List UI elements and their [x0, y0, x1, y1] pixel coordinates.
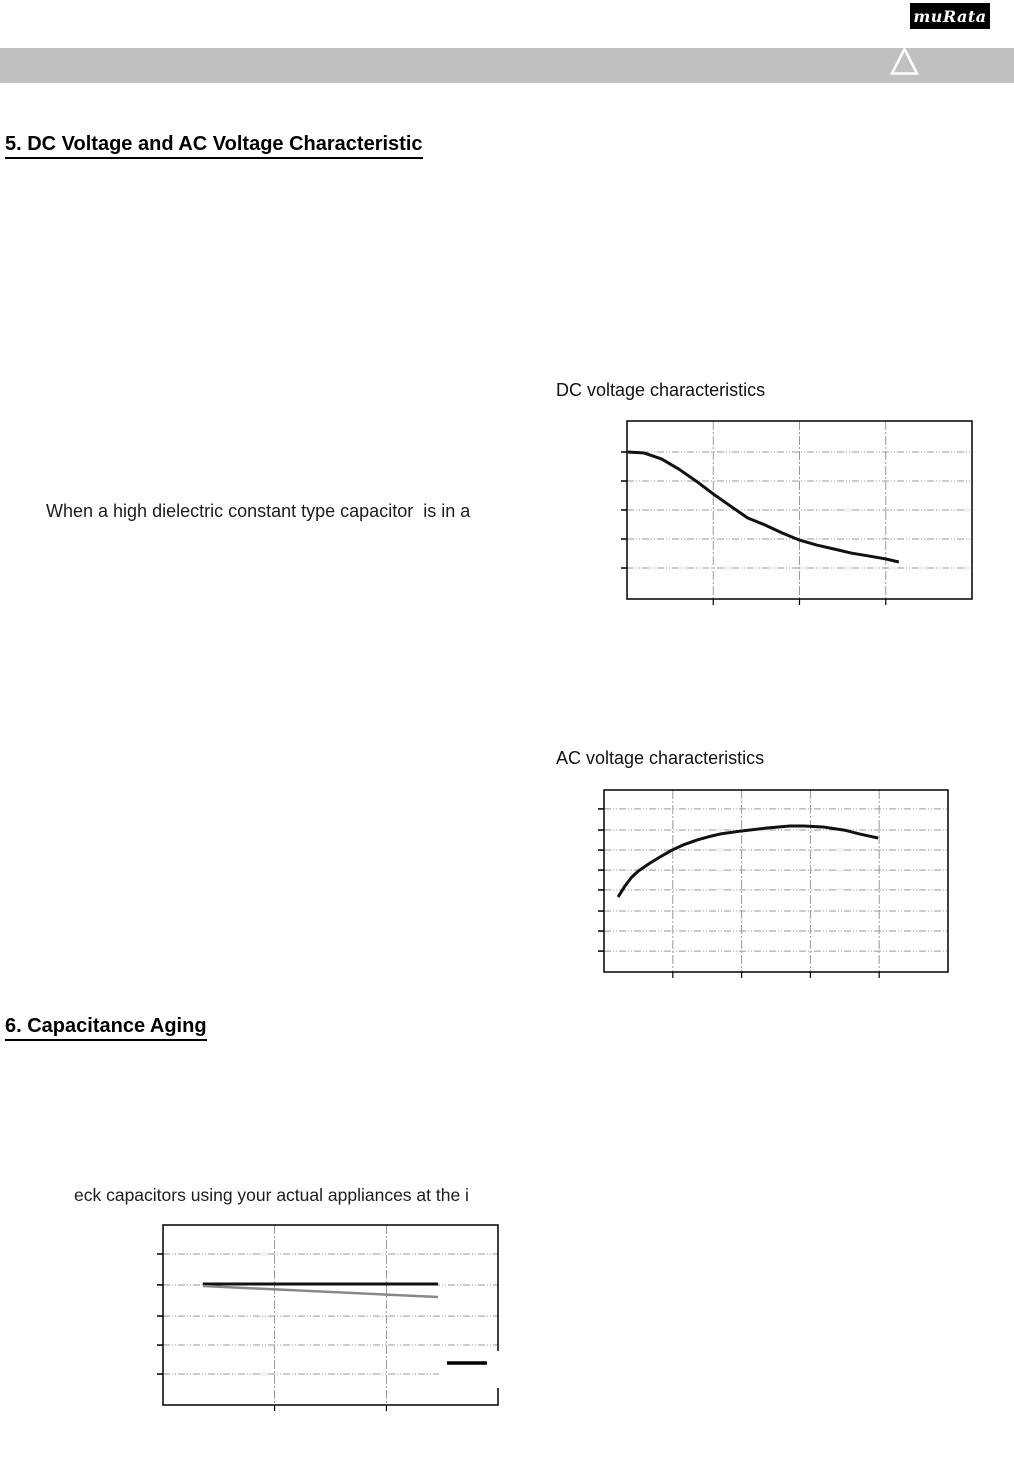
dc-voltage-characteristics-chart	[621, 421, 972, 605]
warning-triangle-icon	[892, 49, 917, 74]
capacitance-change-vs-dc-voltage	[628, 452, 899, 562]
aging-curve-declining	[203, 1286, 438, 1297]
section-6-body-text: eck capacitors using your actual appliances at the i	[74, 1185, 469, 1205]
ac-chart-label: AC voltage characteristics	[556, 748, 765, 768]
legend-background	[439, 1351, 513, 1388]
section-5-body-text: When a high dielectric constant type capacitor is in a	[46, 501, 471, 521]
section-5-heading: 5. DC Voltage and AC Voltage Characteristic	[5, 133, 423, 159]
capacitance-change-vs-ac-voltage	[618, 826, 878, 897]
murata-logo-text: muRata	[913, 6, 987, 26]
capacitance-aging-chart	[157, 1225, 513, 1411]
ac-voltage-characteristics-chart	[598, 790, 948, 978]
section-6-heading: 6. Capacitance Aging	[5, 1015, 207, 1041]
dc-chart-label: DC voltage characteristics	[556, 380, 766, 400]
